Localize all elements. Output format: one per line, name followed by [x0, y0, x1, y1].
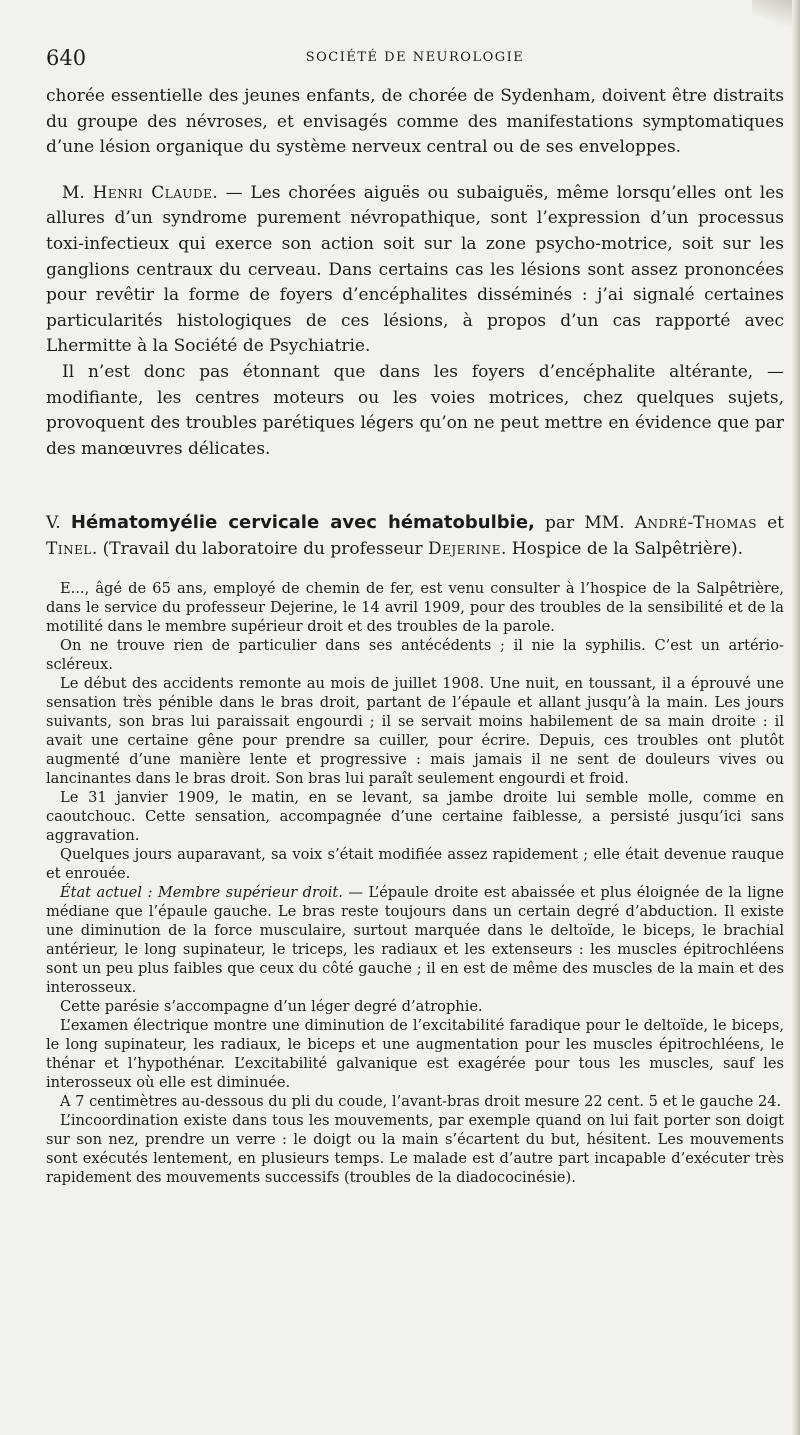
case-paragraph: Le 31 janvier 1909, le matin, en se levant, sa jambe droite lui semble molle, comme en caoutchouc. Cette sensation, accompagnée d’une certaine faiblesse, a persisté jusqu’ici sans aggravation. — [46, 788, 784, 844]
page-number: 640 — [46, 46, 87, 70]
case-paragraph: L’incoordination existe dans tous les mouvements, par exemple quand on lui fait porter son doigt sur son nez, prendre un verre : le doigt ou la main s’écartent du but, hésitent. Les mouvements sont exécutés lentement, en plusieurs temps. Le malade est d’autre part incapable d’exécuter très rapidement des mouvements successifs (troubles de la diadococinésie). — [46, 1111, 784, 1186]
running-title: SOCIÉTÉ DE NEUROLOGIE — [305, 50, 525, 65]
author-2: Tinel — [46, 538, 92, 559]
intro-paragraph: chorée essentielle des jeunes enfants, de chorée de Sydenham, doivent être distraits du groupe des névroses, et envisagés comme des manifestations symptomatiques d’une lésion organique du système nerveux central ou de ses enveloppes. — [46, 86, 784, 158]
case-paragraph: Cette parésie s’accompagne d’un léger degré d’atrophie. — [60, 997, 483, 1015]
case-paragraph: L’examen électrique montre une diminution de l’excitabilité faradique pour le deltoïde, le biceps, le long supinateur, les radiaux, le biceps et une augmentation pour les muscles épitrochléens, le thénar et l’hypothénar. L’excitabilité galvanique est exagérée pour tous les muscles, sauf les interosseux où elle est diminuée. — [46, 1016, 784, 1091]
claude-text: . — Les chorées aiguës ou subaiguës, même lorsqu’elles ont les allures d’un syndrome purement névropathique, sont l’expression d’un processus toxi-infectieux qui exerce son action soit sur la zone psycho-motrice, soit sur les ganglions centraux du cerveau. Dans certains cas les lésions sont assez prononcées pour revêtir la forme de foyers d’encéphalites disséminés : j’ai signalé certaines particularités histologiques de ces lésions, à propos d’un cas rapporté avec Lhermitte à la Société de Psychiatrie. — [46, 182, 785, 357]
by-text: par MM. — [534, 513, 635, 534]
case-paragraph: On ne trouve rien de particulier dans ses antécédents ; il nie la syphilis. C’est un artério-scléreux. — [46, 636, 784, 673]
body-text — [46, 84, 784, 563]
claude-paragraph-2: Il n’est donc pas étonnant que dans les foyers d’encéphalite altérante, — modifiante, les centres moteurs ou les voies motrices, chez quelques sujets, provoquent des troubles parétiques légers qu’on ne peut mettre en évidence que par des manœuvres délicates. — [46, 361, 784, 459]
author-1: André-Thomas — [634, 513, 757, 534]
case-paragraph: A 7 centimètres au-dessous du pli du coude, l’avant-bras droit mesure 22 cent. 5 et le gauche 24. — [60, 1092, 782, 1110]
case-report — [46, 579, 784, 1187]
and-text: et — [756, 513, 784, 534]
book-spine-shadow — [792, 0, 800, 1435]
etat-actuel-paragraph — [46, 883, 784, 997]
etat-actuel-label: État actuel : Membre supérieur droit. — [60, 883, 343, 901]
claude-paragraph — [46, 181, 784, 360]
travail-text-a: . (Travail du laboratoire du professeur — [91, 538, 428, 559]
case-paragraph: E..., âgé de 65 ans, employé de chemin de fer, est venu consulter à l’hospice de la Salpêtrière, dans le service du professeur Dejerine, le 14 avril 1909, pour des troubles de la sensibilité et de la motilité dans le membre supérieur droit et des troubles de la parole. — [46, 579, 784, 635]
case-paragraph: Le début des accidents remonte au mois de juillet 1908. Une nuit, en toussant, il a éprouvé une sensation très pénible dans le bras droit, partant de l’épaule et allant jusqu’à la main. Les jours suivants, son bras lui paraissait engourdi ; il se servait moins habilement de sa main droite : il avait une certaine gêne pour prendre sa cuiller, pour écrire. Depuis, ces troubles ont plutôt augmenté d’une manière lente et progressive : mais jamais il ne sent de douleurs vives ou lancinantes dans le bras droit. Son bras lui paraît seulement engourdi et froid. — [46, 674, 784, 787]
case-paragraph: Quelques jours auparavant, sa voix s’était modifiée assez rapidement ; elle était devenue rauque et enrouée. — [46, 845, 784, 882]
section-v — [46, 510, 784, 562]
professor-name: Dejerine — [427, 538, 501, 559]
section-numeral: V. — [46, 513, 71, 534]
section-heading — [46, 510, 784, 562]
section-title: Hématomyélie cervicale avec hématobulbie, — [70, 512, 535, 534]
claude-prefix: M. — [62, 182, 93, 203]
travail-text-b: . Hospice de la Salpêtrière). — [500, 538, 744, 559]
speaker-name: Henri Claude — [92, 182, 213, 203]
page — [46, 38, 784, 1187]
page-header — [46, 38, 784, 74]
etat-actuel-text: — L’épaule droite est abaissée et plus éloignée de la ligne médiane que l’épaule gauche. Le bras reste toujours dans un certain degré d’abduction. Il existe une diminution de la force musculaire, surtout marquée dans le deltoïde, le biceps, le brachial antérieur, le long supinateur, le triceps, les radiaux et les extenseurs : les muscles épitrochléens sont un peu plus faibles que ceux du côté gauche ; il en est de même des muscles de la main et des interosseux. — [46, 883, 784, 996]
